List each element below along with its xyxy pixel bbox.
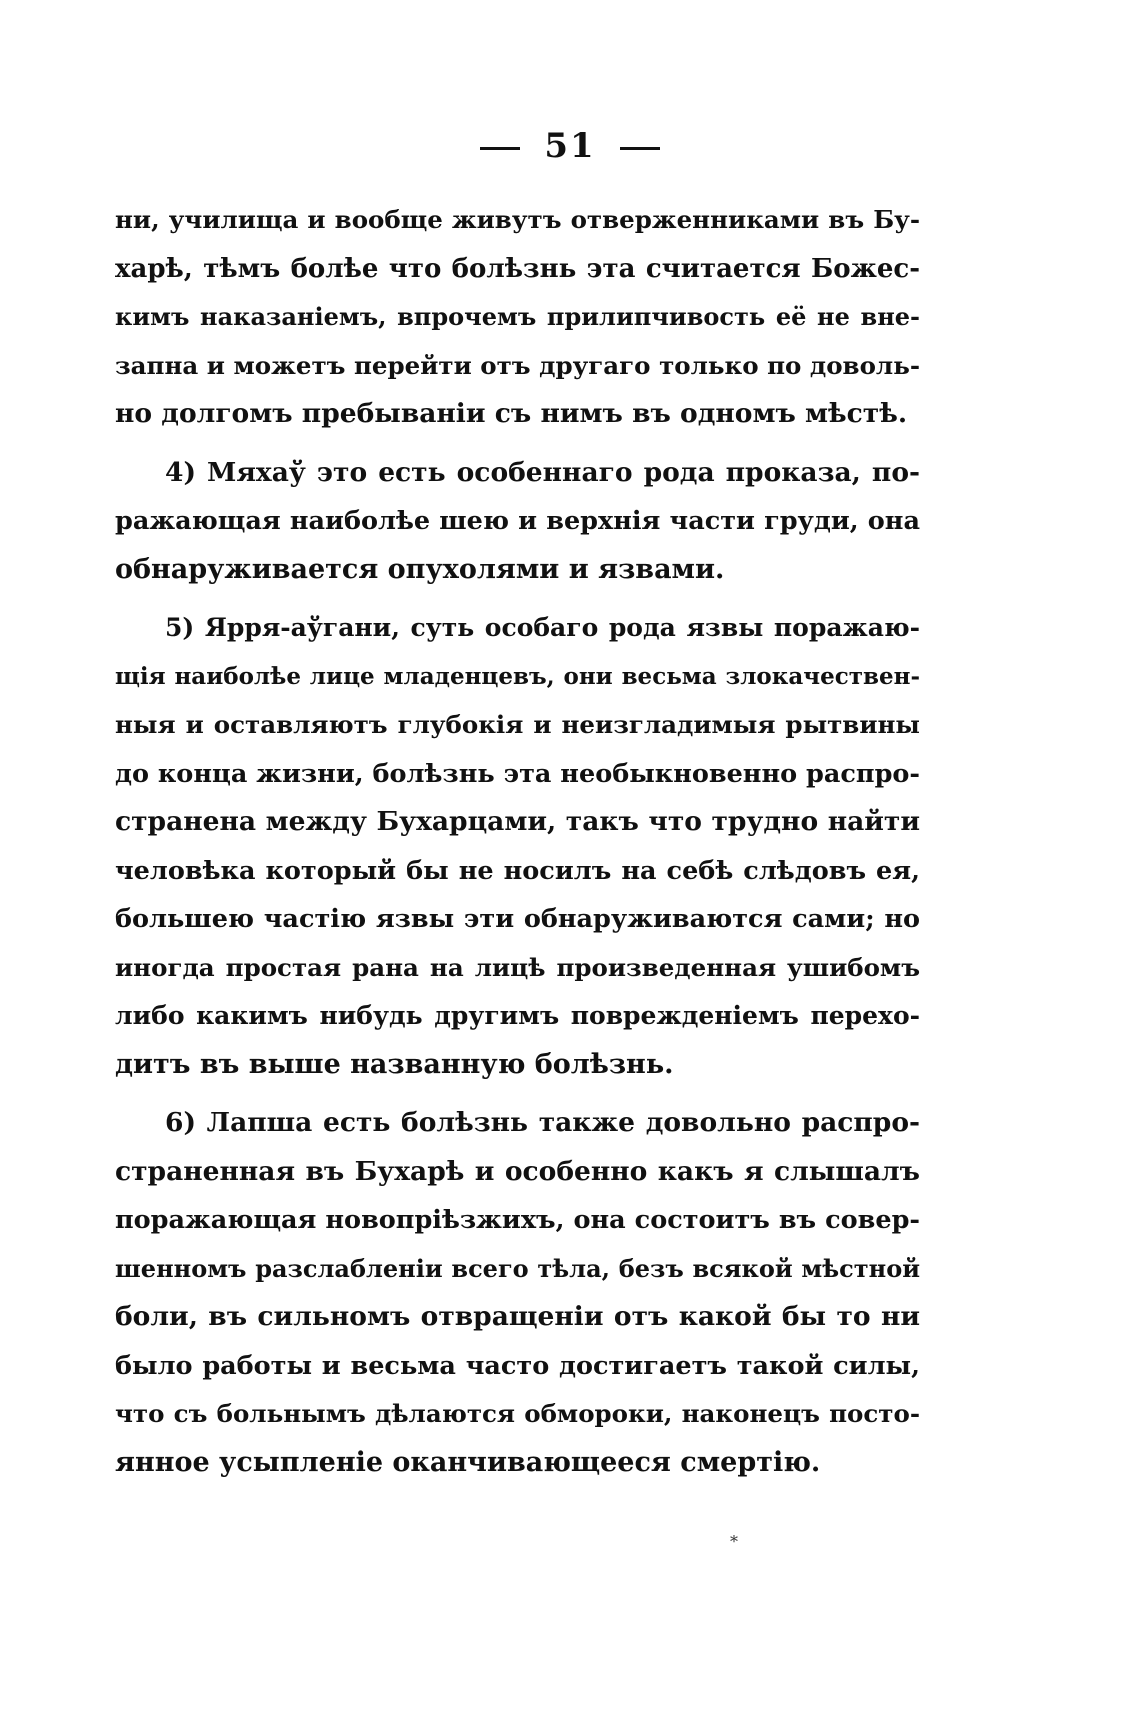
text-line: страненная въ Бухарѣ и особенно какъ я слышалъ — [115, 1155, 920, 1187]
text-line: обнаруживается опухолями и язвами. — [115, 553, 725, 585]
text-line: кимъ наказаніемъ, впрочемъ прилипчивость её не вне- — [115, 302, 920, 331]
paragraph-5-first-line: 5) Ярря-аўгани, суть особаго рода язвы поражаю- — [165, 613, 920, 642]
body-text — [115, 196, 920, 1487]
text-line: иногда простая рана на лицѣ произведенная ушибомъ — [115, 952, 920, 982]
text-line: запна и можетъ перейти отъ другаго только по доволь- — [115, 350, 920, 380]
text-line: было работы и весьма часто достигаетъ такой силы, — [115, 1350, 920, 1381]
text-line: ныя и оставляютъ глубокія и неизгладимыя рытвины — [115, 710, 920, 739]
text-line: боли, въ сильномъ отвращеніи отъ какой бы то ни — [115, 1301, 920, 1332]
paragraph-6-first-line: 6) Лапша есть болѣзнь также довольно распро- — [165, 1107, 920, 1138]
text-line: до конца жизни, болѣзнь эта необыкновенно распро- — [115, 758, 920, 789]
text-line: человѣка который бы не носилъ на себѣ слѣдовъ ея, — [115, 855, 920, 886]
text-line: янное усыпленіе оканчивающееся смертію. — [115, 1446, 821, 1478]
page-number-dash-right — [620, 147, 660, 150]
text-line: ни, училища и вообще живутъ отверженниками въ Бу- — [115, 205, 920, 234]
text-line: шенномъ разслабленіи всего тѣла, безъ всякой мѣстной — [115, 1253, 920, 1283]
text-line: ражающая наиболѣе шею и верхнія части груди, она — [115, 506, 920, 536]
page-number-text: 51 — [544, 126, 596, 166]
footer-asterisk: * — [730, 1532, 738, 1551]
text-line: поражающая новопріѣзжихъ, она состоитъ въ совер- — [115, 1205, 920, 1235]
page-number-dash-left — [480, 147, 520, 150]
text-line: дитъ въ выше названную болѣзнь. — [115, 1048, 674, 1080]
text-line: либо какимъ нибудь другимъ поврежденіемъ перехо- — [115, 1001, 920, 1030]
text-line: но долгомъ пребываніи съ нимъ въ одномъ мѣстѣ. — [115, 398, 908, 429]
text-line: странена между Бухарцами, такъ что трудно найти — [115, 806, 920, 837]
text-line: что съ больнымъ дѣлаются обмороки, наконецъ посто- — [115, 1399, 920, 1428]
page-number — [0, 126, 1140, 166]
text-line: харѣ, тѣмъ болѣе что болѣзнь эта считается Божес- — [115, 253, 920, 284]
text-line: большею частію язвы эти обнаруживаются сами; но — [115, 904, 920, 934]
text-line: щія наиболѣе лице младенцевъ, они весьма злокачествен- — [115, 662, 920, 690]
paragraph-4-first-line: 4) Мяхаў это есть особеннаго рода проказа, по- — [165, 456, 920, 488]
